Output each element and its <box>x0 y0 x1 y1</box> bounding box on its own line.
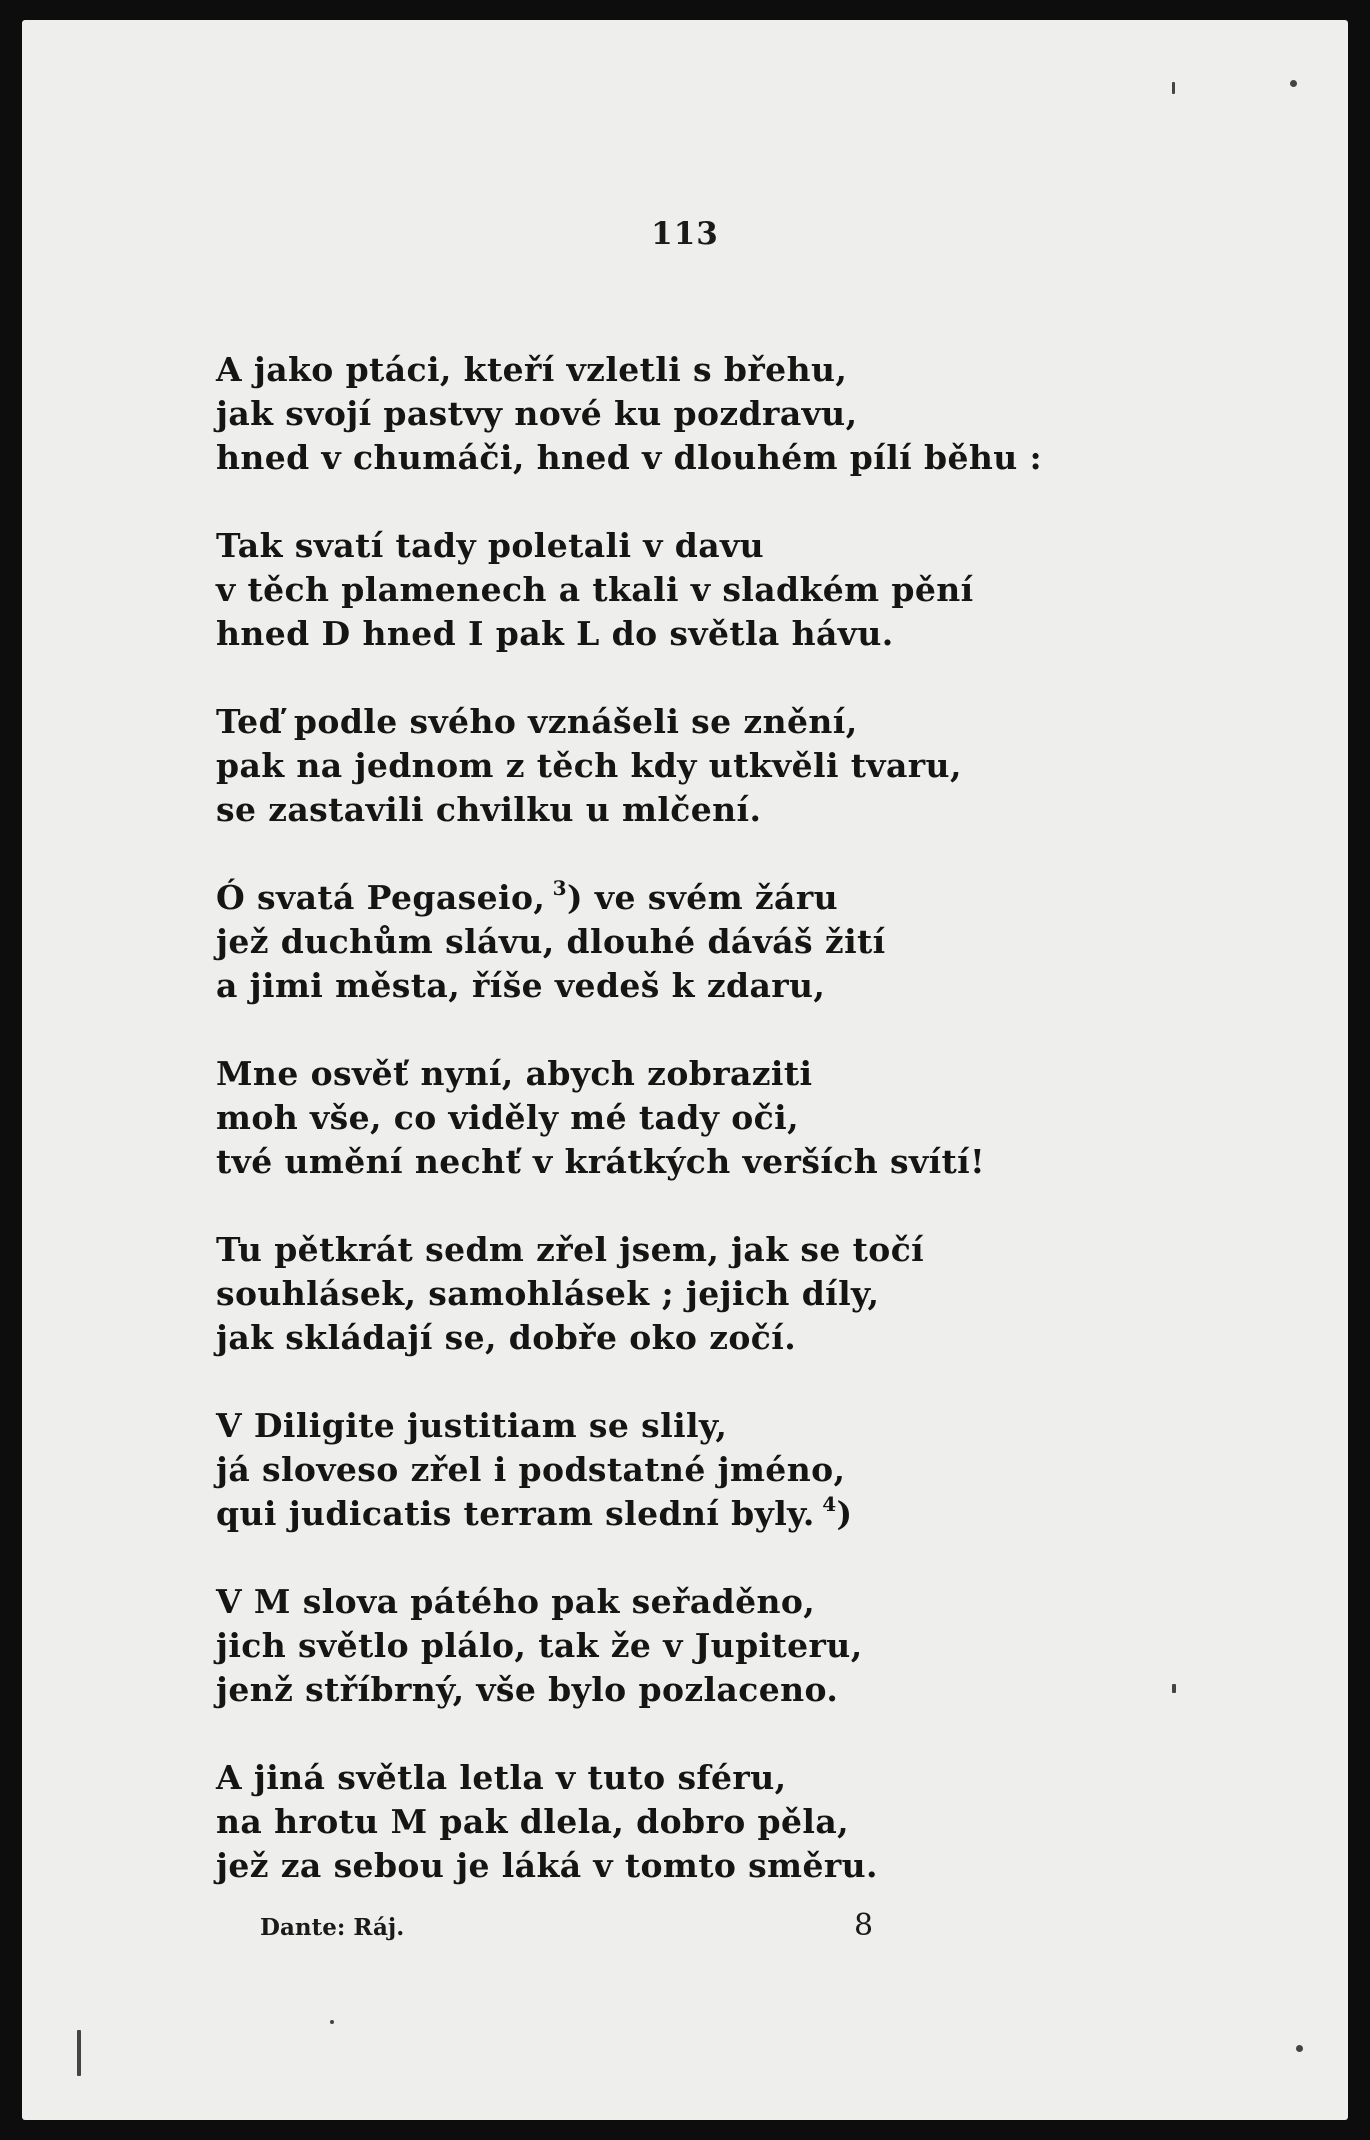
scan-speck <box>1290 80 1297 87</box>
verse-text: ve svém žáru <box>594 878 839 917</box>
sheet-number: 8 <box>854 1908 874 1943</box>
verse-line: V M slova pátého pak seřaděno, <box>216 1582 816 1621</box>
stanza <box>216 876 1116 1008</box>
footnote-ref: 3 <box>552 876 567 900</box>
verse-line: se zastavili chvilku u mlčení. <box>216 790 762 829</box>
verse-line: a jimi města, říše vedeš k zdaru, <box>216 966 826 1005</box>
verse-line <box>216 1492 1116 1536</box>
verse-line: Tak svatí tady poletali v davu <box>216 526 764 565</box>
verse-line: Mne osvěť nyní, abych zobraziti <box>216 1054 813 1093</box>
verse-line: moh vše, co viděly mé tady oči, <box>216 1098 800 1137</box>
verse-line: jak skládají se, dobře oko zočí. <box>216 1318 797 1357</box>
verse-line: jež za sebou je láká v tomto směru. <box>216 1846 878 1885</box>
stanza <box>216 524 1116 656</box>
page-number: 113 <box>651 216 719 252</box>
scan-speck <box>1296 2045 1303 2052</box>
verse-line: hned v chumáči, hned v dlouhém pílí běhu : <box>216 438 1043 477</box>
verse-text: ) <box>836 1494 853 1533</box>
stanza <box>216 1228 1116 1360</box>
stanza <box>216 1052 1116 1184</box>
verse-line: já sloveso zřel i podstatné jméno, <box>216 1450 846 1489</box>
scan-speck <box>1172 82 1175 94</box>
scan-speck <box>1172 1684 1176 1693</box>
verse-text: Ó svatá Pegaseio, <box>216 878 546 917</box>
verse-line: Teď podle svého vznášeli se znění, <box>216 702 858 741</box>
verse-line: A jako ptáci, kteří vzletli s břehu, <box>216 350 848 389</box>
verse-line: na hrotu M pak dlela, dobro pěla, <box>216 1802 850 1841</box>
verse-line: jak svojí pastvy nové ku pozdravu, <box>216 394 858 433</box>
verse-line: souhlásek, samohlásek ; jejich díly, <box>216 1274 880 1313</box>
verse-line: hned D hned I pak L do světla hávu. <box>216 614 894 653</box>
verse-line: V Diligite justitiam se slily, <box>216 1406 728 1445</box>
verse-line: A jiná světla letla v tuto sféru, <box>216 1758 787 1797</box>
scan-speck <box>77 2030 81 2076</box>
poem <box>216 348 1116 1932</box>
verse-text: qui judicatis terram slední byly. <box>216 1494 815 1533</box>
stanza <box>216 1404 1116 1536</box>
verse-line: Tu pětkrát sedm zřel jsem, jak se točí <box>216 1230 925 1269</box>
verse-line: jež duchům slávu, dlouhé dáváš žití <box>216 922 886 961</box>
stanza <box>216 1580 1116 1712</box>
verse-line: pak na jednom z těch kdy utkvěli tvaru, <box>216 746 962 785</box>
verse-line: jenž stříbrný, vše bylo pozlaceno. <box>216 1670 839 1709</box>
verse-line: tvé umění nechť v krátkých verších svítí! <box>216 1142 985 1181</box>
verse-line: Ó svatá Pegaseio, $^3$) ve svém žáru <box>216 876 839 917</box>
stanza <box>216 348 1116 480</box>
book-page <box>22 20 1348 2120</box>
verse-line: v těch plamenech a tkali v sladkém pění <box>216 570 974 609</box>
page-footer <box>22 1908 1348 1948</box>
signature-mark: Dante: Ráj. <box>260 1914 405 1941</box>
verse-line: jich světlo plálo, tak že v Jupiteru, <box>216 1626 863 1665</box>
scan-speck <box>330 2020 334 2024</box>
stanza <box>216 1756 1116 1888</box>
stanza <box>216 700 1116 832</box>
footnote-ref: 4 <box>822 1492 837 1516</box>
